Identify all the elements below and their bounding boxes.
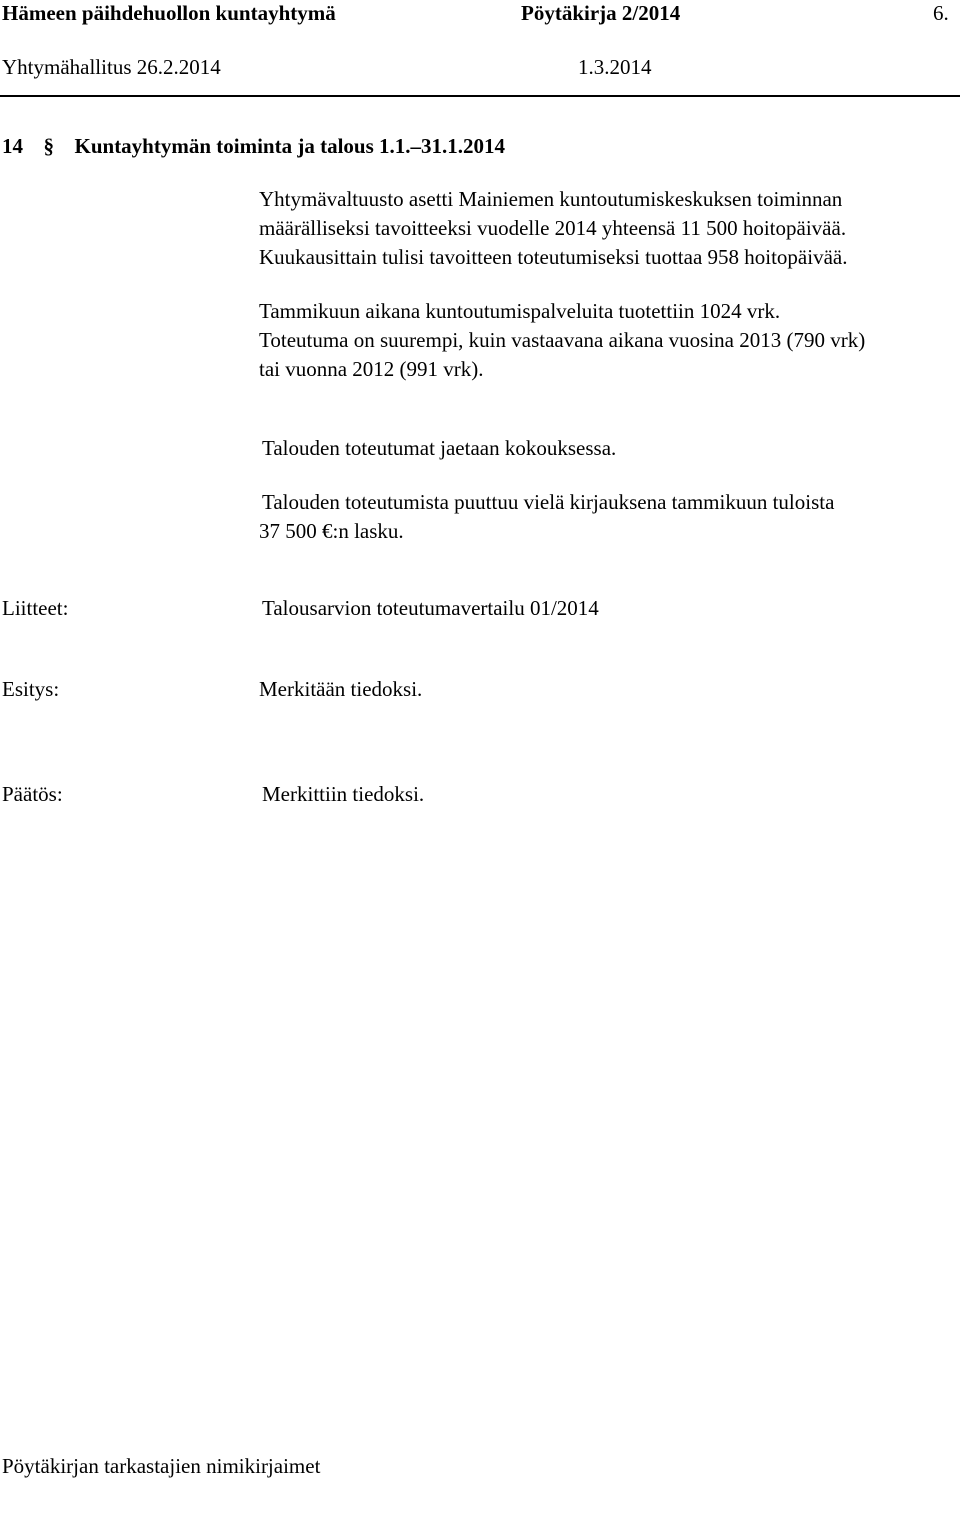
section-symbol: §	[43, 134, 54, 158]
attachments-label: Liitteet:	[2, 596, 69, 620]
section-heading	[2, 136, 505, 157]
meeting-title: Yhtymähallitus 26.2.2014	[2, 55, 221, 79]
attachments-value: Talousarvion toteutumavertailu 01/2014	[262, 596, 599, 620]
decision-label: Päätös:	[2, 782, 63, 806]
proposal-value: Merkitään tiedoksi.	[259, 677, 423, 701]
paragraph-line: Talouden toteutumista puuttuu vielä kirjauksena tammikuun tuloista	[262, 490, 835, 514]
paragraph-line: Tammikuun aikana kuntoutumispalveluita tuotettiin 1024 vrk.	[259, 299, 781, 323]
paragraph-line: Yhtymävaltuusto asetti Mainiemen kuntoutumiskeskuksen toiminnan	[259, 187, 843, 211]
paragraph-line: määrälliseksi tavoitteeksi vuodelle 2014 yhteensä 11 500 hoitopäivää.	[259, 216, 847, 240]
section-number: 14	[2, 134, 23, 158]
paragraph-line: 37 500 €:n lasku.	[259, 519, 404, 543]
page-number: 6.	[933, 1, 949, 25]
document-type: Pöytäkirja 2/2014	[521, 1, 681, 25]
paragraph-missing-invoice	[259, 488, 949, 546]
paragraph-january	[259, 297, 949, 384]
paragraph-economy	[262, 434, 952, 463]
section-title: Kuntayhtymän toiminta ja talous 1.1.–31.1.2014	[74, 134, 506, 158]
header-divider	[0, 95, 960, 97]
paragraph-line: Kuukausittain tulisi tavoitteen toteutumiseksi tuottaa 958 hoitopäivää.	[259, 245, 848, 269]
footer-initials-label: Pöytäkirjan tarkastajien nimikirjaimet	[2, 1454, 321, 1478]
paragraph-line: Talouden toteutumat jaetaan kokouksessa.	[262, 436, 617, 460]
paragraph-line: Toteutuma on suurempi, kuin vastaavana aikana vuosina 2013 (790 vrk)	[259, 328, 866, 352]
paragraph-line: tai vuonna 2012 (991 vrk).	[259, 357, 484, 381]
decision-value: Merkittiin tiedoksi.	[262, 782, 425, 806]
document-date: 1.3.2014	[578, 55, 652, 79]
organization-name: Hämeen päihdehuollon kuntayhtymä	[2, 1, 336, 25]
paragraph-goal	[259, 185, 949, 272]
proposal-label: Esitys:	[2, 677, 60, 701]
